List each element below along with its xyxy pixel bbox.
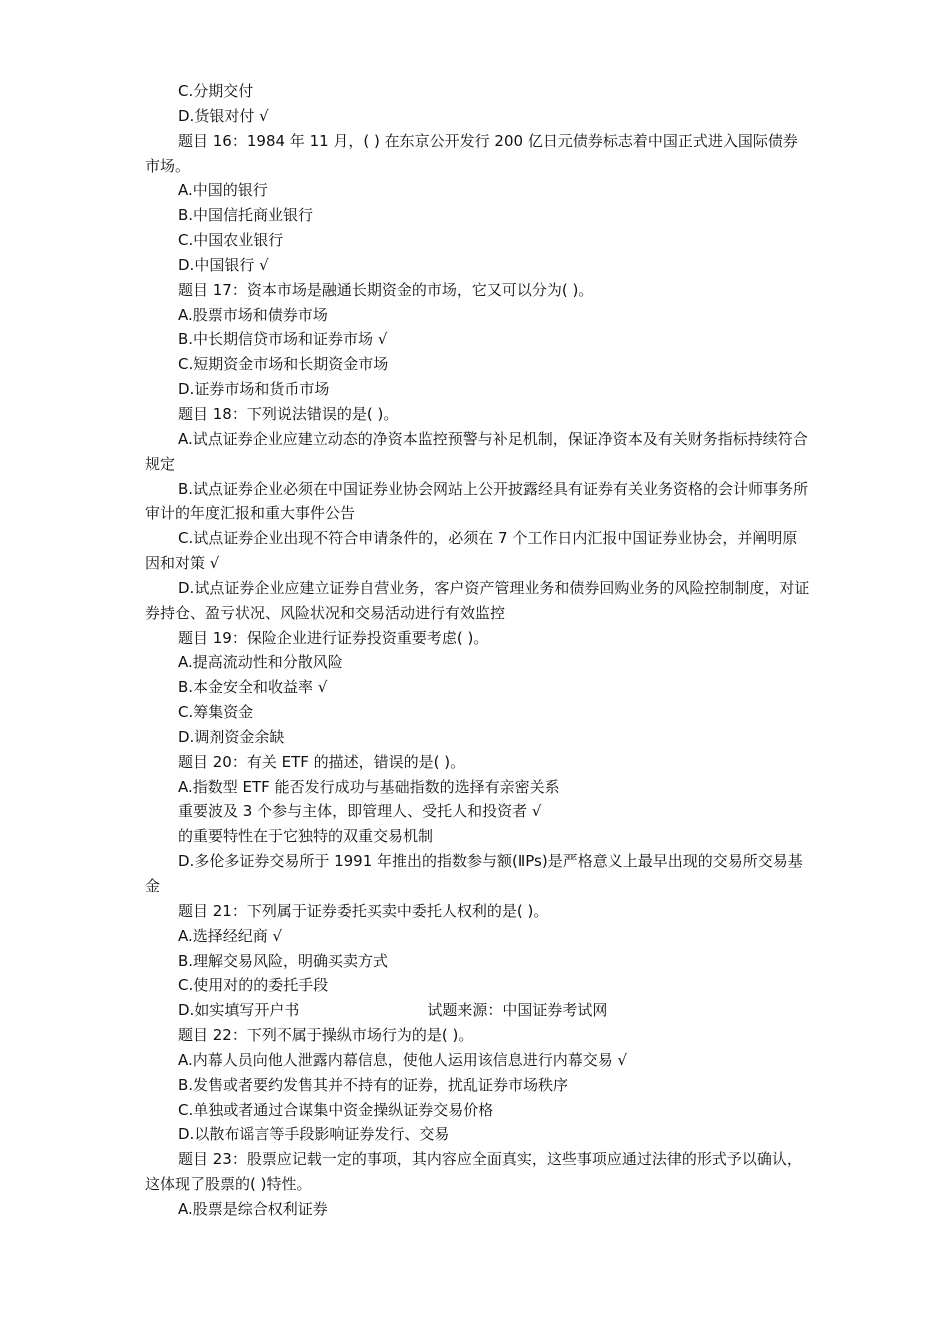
text-line	[145, 675, 810, 700]
text-line	[145, 998, 810, 1023]
text-line	[145, 799, 810, 824]
question-line	[145, 129, 810, 179]
text-line	[145, 924, 810, 949]
text-line	[145, 849, 810, 899]
line-text: 题目 17：资本市场是融通长期资金的市场，它又可以分为( )。	[178, 280, 594, 299]
text-line	[145, 178, 810, 203]
line-text: C.短期资金市场和长期资金市场	[178, 355, 389, 374]
text-line	[145, 377, 810, 402]
text-line	[145, 1197, 810, 1222]
line-text: B.中长期信贷市场和证券市场 √	[178, 330, 388, 349]
text-line	[145, 1048, 810, 1073]
line-text: D.调剂资金余缺	[178, 727, 285, 746]
line-text: 题目 18：下列说法错误的是( )。	[178, 404, 399, 423]
text-line	[145, 650, 810, 675]
line-text: 重要波及 3 个参与主体，即管理人、受托人和投资者 √	[178, 802, 542, 821]
text-line	[145, 1098, 810, 1123]
line-text: D.证券市场和货币市场	[178, 380, 330, 399]
line-text: 题目 21：下列属于证券委托买卖中委托人权利的是( )。	[178, 901, 549, 920]
line-text: D.中国银行 √	[178, 255, 269, 274]
text-line	[145, 700, 810, 725]
question-line	[145, 750, 810, 775]
line-text: 的重要特性在于它独特的双重交易机制	[178, 827, 434, 846]
text-line	[145, 1122, 810, 1147]
text-line	[145, 576, 810, 626]
line-text: A.中国的银行	[178, 181, 268, 200]
line-text: C.使用对的的委托手段	[178, 976, 329, 995]
line-text: B.本金安全和收益率 √	[178, 678, 328, 697]
question-line	[145, 899, 810, 924]
line-text: B.中国信托商业银行	[178, 206, 314, 225]
line-text: A.股票是综合权利证券	[178, 1199, 328, 1218]
line-text: A.指数型 ETF 能否发行成功与基础指数的选择有亲密关系	[178, 777, 560, 796]
line-text: A.试点证券企业应建立动态的净资本监控预警与补足机制，保证净资本及有关财务指标持续符合规定	[145, 429, 808, 473]
text-line	[145, 79, 810, 104]
line-text: D.如实填写开户书	[178, 1001, 300, 1020]
question-line	[145, 1023, 810, 1048]
line-text: D.以散布谣言等手段影响证券发行、交易	[178, 1125, 450, 1144]
question-line	[145, 402, 810, 427]
text-line	[145, 973, 810, 998]
text-line	[145, 303, 810, 328]
line-text: A.提高流动性和分散风险	[178, 653, 343, 672]
text-line	[145, 775, 810, 800]
text-line	[145, 427, 810, 477]
line-text: 题目 20：有关 ETF 的描述，错误的是( )。	[178, 752, 466, 771]
text-line	[145, 526, 810, 576]
line-text: C.试点证券企业出现不符合申请条件的，必须在 7 个工作日内汇报中国证券业协会，并阐明原因和对策 √	[145, 529, 798, 573]
line-text: A.内幕人员向他人泄露内幕信息，使他人运用该信息进行内幕交易 √	[178, 1050, 628, 1069]
line-text: D.多伦多证券交易所于 1991 年推出的指数参与额(ⅡPs)是严格意义上最早出现的交易所交易基金	[145, 852, 803, 895]
question-line	[145, 278, 810, 303]
question-line	[145, 626, 810, 651]
text-line	[145, 725, 810, 750]
line-text: B.试点证券企业必须在中国证券业协会网站上公开披露经具有证券有关业务资格的会计师事务所审计的年度汇报和重大事件公告	[145, 479, 809, 523]
source-note: 试题来源：中国证券考试网	[427, 1001, 608, 1020]
line-text: B.发售或者要约发售其并不持有的证券，扰乱证券市场秩序	[178, 1075, 569, 1094]
text-line	[145, 1073, 810, 1098]
line-text: C.筹集资金	[178, 703, 254, 722]
line-text: A.选择经纪商 √	[178, 926, 283, 945]
text-line	[145, 824, 810, 849]
line-text: D.货银对付 √	[178, 106, 269, 125]
text-line	[145, 327, 810, 352]
line-text: D.试点证券企业应建立证券自营业务，客户资产管理业务和债券回购业务的风险控制制度，对证券持仓、盈亏状况、风险状况和交易活动进行有效监控	[145, 578, 810, 622]
line-text: C.中国农业银行	[178, 231, 284, 250]
line-text: 题目 22：下列不属于操纵市场行为的是( )。	[178, 1026, 474, 1045]
text-line	[145, 228, 810, 253]
text-line	[145, 203, 810, 228]
line-text: 题目 16：1984 年 11 月，( ) 在东京公开发行 200 亿日元债券标志着中国正式进入国际债券市场。	[145, 131, 798, 175]
text-line	[145, 104, 810, 129]
line-text: C.单独或者通过合谋集中资金操纵证券交易价格	[178, 1100, 494, 1119]
text-line	[145, 253, 810, 278]
line-text: A.股票市场和债券市场	[178, 305, 328, 324]
text-line	[145, 477, 810, 527]
line-text: B.理解交易风险，明确买卖方式	[178, 951, 389, 970]
text-line	[145, 352, 810, 377]
line-text: 题目 19：保险企业进行证券投资重要考虑( )。	[178, 628, 489, 647]
text-line	[145, 949, 810, 974]
line-text: C.分期交付	[178, 82, 254, 100]
document-body	[145, 79, 810, 1222]
question-line	[145, 1147, 810, 1197]
line-text: 题目 23：股票应记载一定的事项，其内容应全面真实，这些事项应通过法律的形式予以确认，这体现了股票的( )特性。	[145, 1150, 802, 1194]
